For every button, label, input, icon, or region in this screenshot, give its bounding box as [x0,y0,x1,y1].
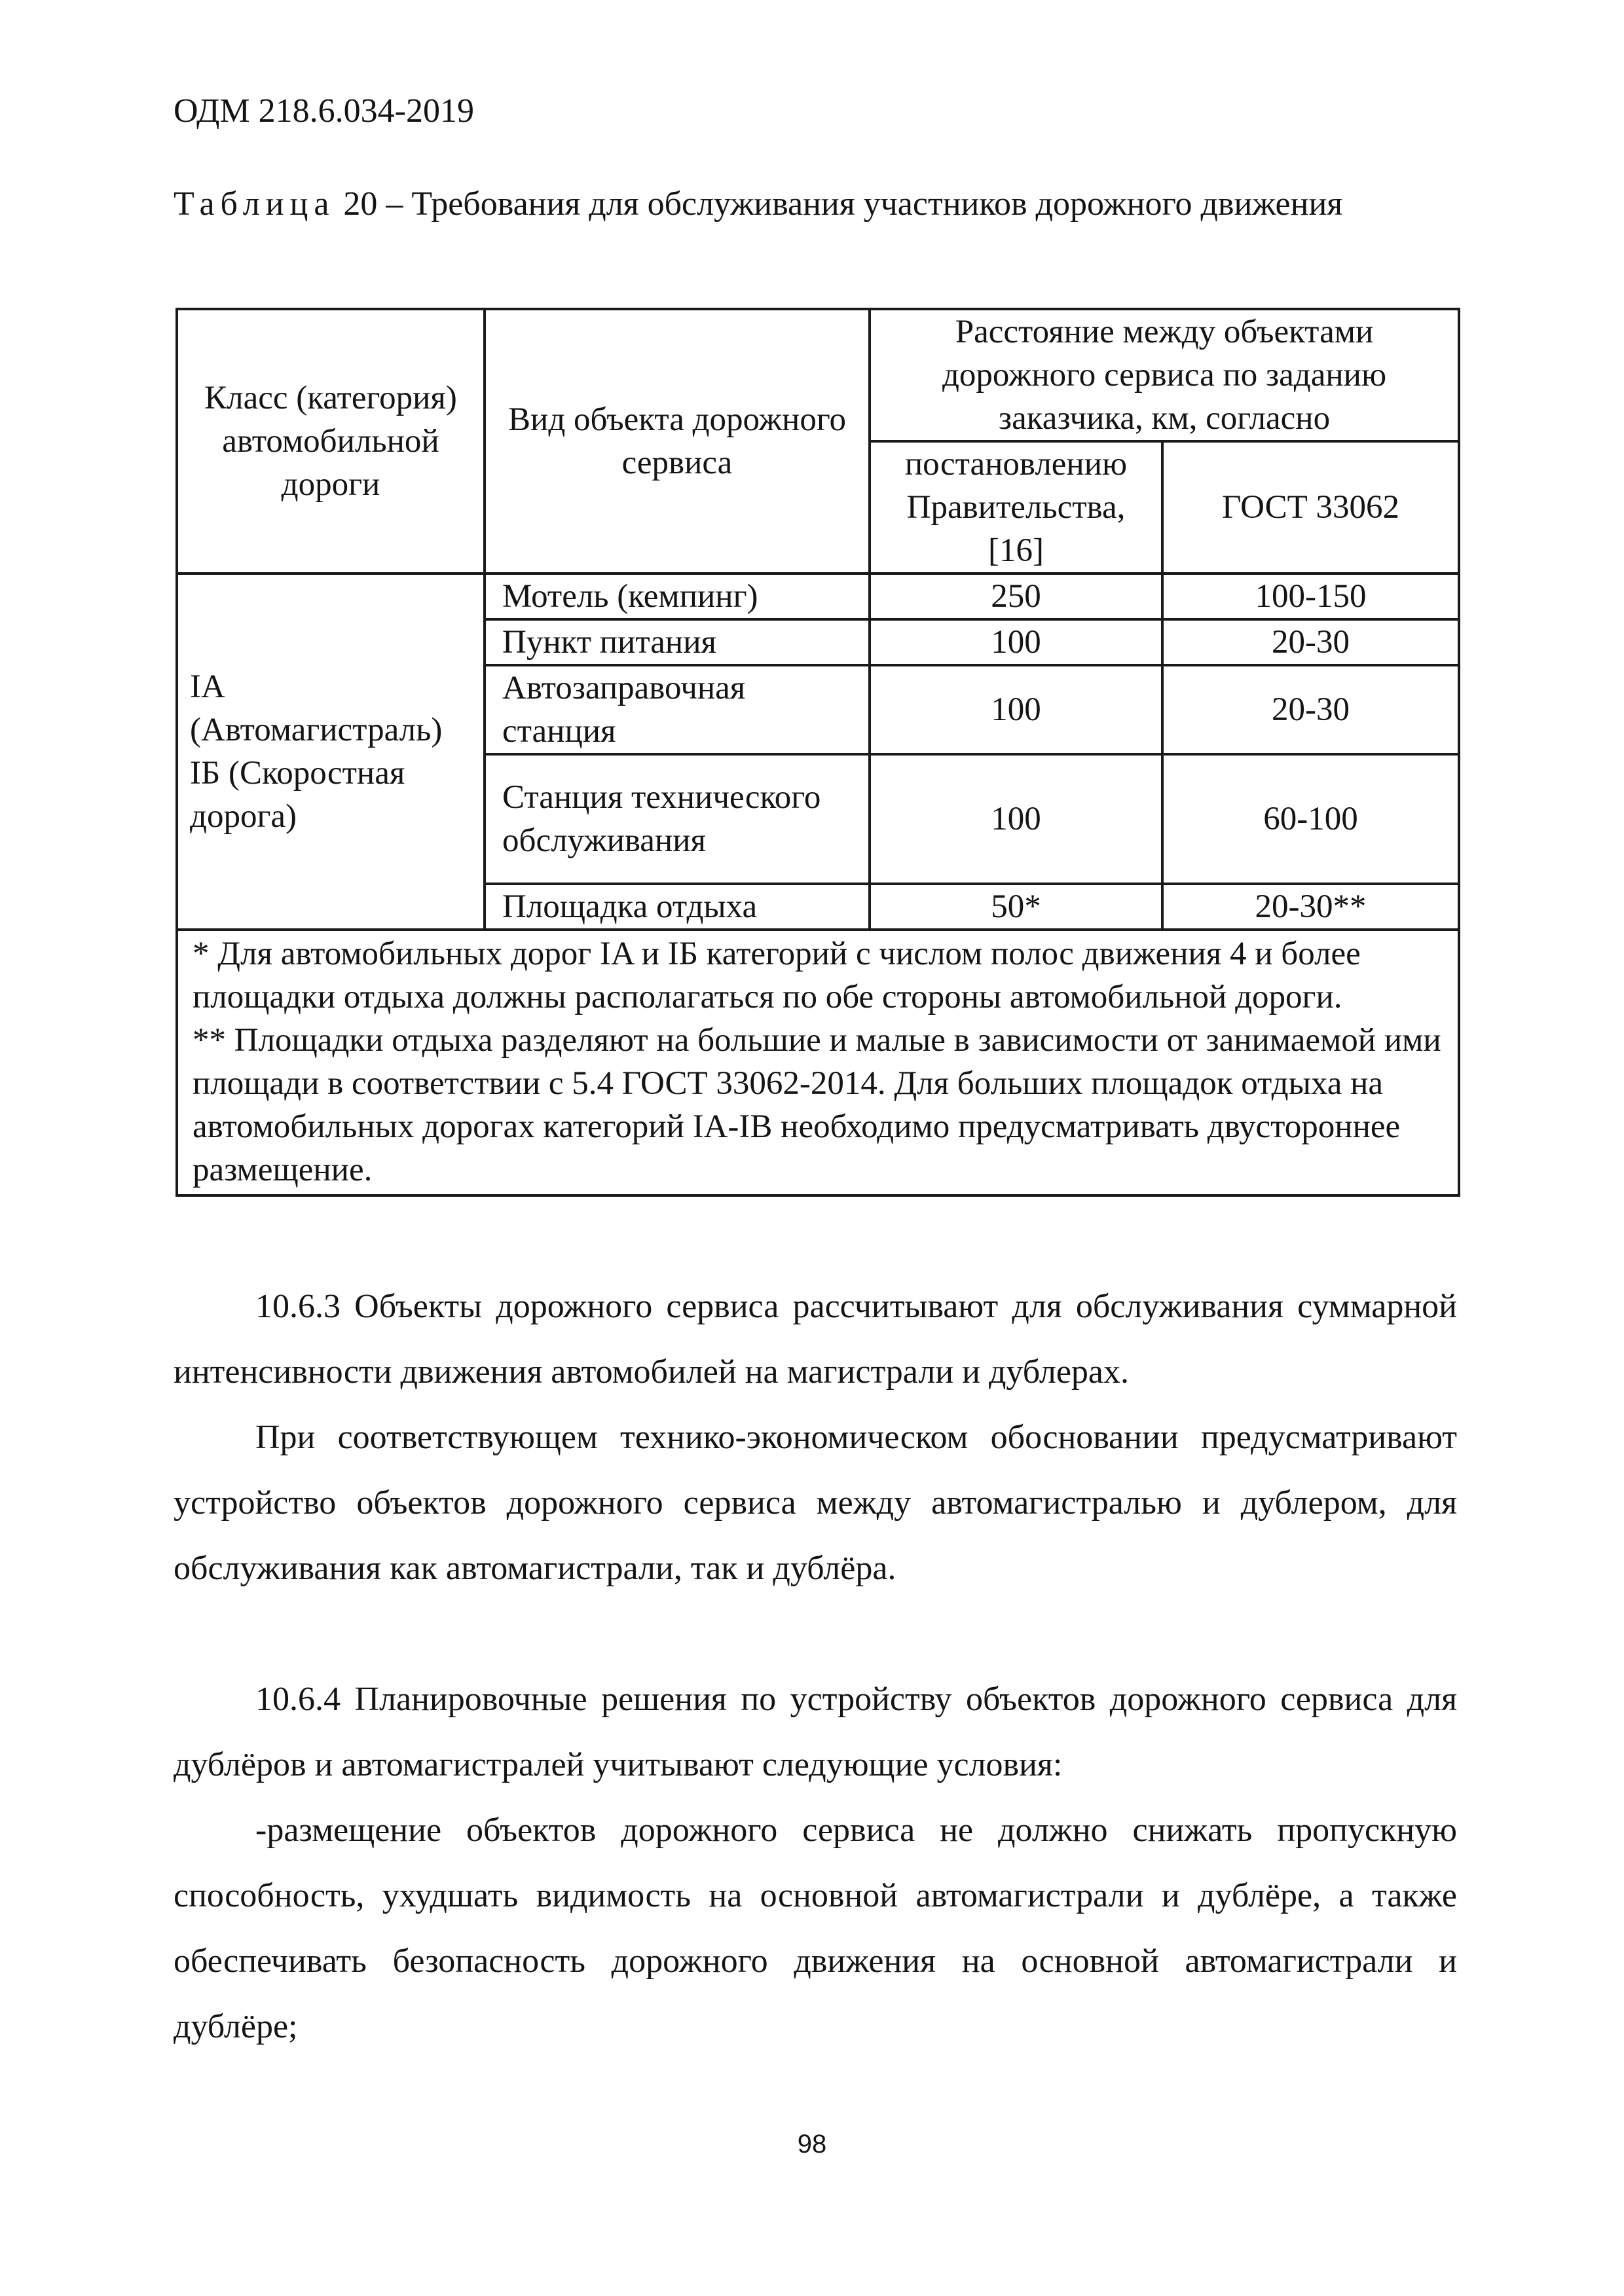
paragraph-placement-condition: -размещение объектов дорожного сервиса не должно снижать пропускную способность, ухудшать видимость на основной автомагистрали и дублёре, а также обеспечивать безопасность дорожного движения на основной автомагистрали и дублёре; [174,1812,1457,2045]
table-note: * Для автомобильных дорог IA и IБ категорий с числом полос движения 4 и более площадки отдыха должны располагаться по обе стороны автомобильной дороги. [193,936,1361,1015]
gov-distance-cell: 250 [870,574,1162,619]
gov-distance-cell: 100 [870,754,1162,884]
header-object-type: Вид объекта дорожного сервиса [485,309,870,574]
road-class-cell: IA (Автомагистраль) IБ (Скоростная дорога) [177,574,485,930]
header-road-class: Класс (категория) автомобильной дороги [177,309,485,574]
service-requirements-table [175,308,1460,1197]
paragraph-justification: При соответствующем технико-экономическом обосновании предусматривают устройство объектов дорожного сервиса между автомагистралью и дублером, для обслуживания как автомагистрали, так и дублёра. [174,1419,1457,1587]
table-row [177,574,1459,619]
header-gost: ГОСТ 33062 [1162,441,1459,574]
gov-distance-cell: 50* [870,884,1162,930]
gost-distance-cell: 20-30 [1162,619,1459,665]
gov-distance-cell: 100 [870,665,1162,754]
table-caption-text: 20 – Требования для обслуживания участников дорожного движения [343,185,1343,223]
gost-distance-cell: 100-150 [1162,574,1459,619]
paragraph-10-6-3: 10.6.3 Объекты дорожного сервиса рассчитывают для обслуживания суммарной интенсивности движения автомобилей на магистрали и дублерах. [174,1288,1457,1391]
object-type-cell: Автозаправочная станция [485,665,870,754]
table-notes-row [177,930,1459,1195]
table-caption [174,172,1457,237]
paragraph-10-6-4: 10.6.4 Планировочные решения по устройству объектов дорожного сервиса для дублёров и автомагистралей учитывают следующие условия: [174,1681,1457,1783]
table-note: ** Площадки отдыха разделяют на большие и малые в зависимости от занимаемой ими площади в соответствии с 5.4 ГОСТ 33062-2014. Для больших площадок отдыха на автомобильных дорогах категорий IA-IB необходимо предусматривать двустороннее размещение. [193,1022,1441,1188]
gost-distance-cell: 20-30 [1162,665,1459,754]
object-type-cell: Мотель (кемпинг) [485,574,870,619]
gost-distance-cell: 60-100 [1162,754,1459,884]
document-code: ОДМ 218.6.034-2019 [174,92,474,130]
object-type-cell: Станция технического обслуживания [485,754,870,884]
page-number: 98 [797,2130,827,2159]
header-government-decree: постановлению Правительства, [16] [870,441,1162,574]
gov-distance-cell: 100 [870,619,1162,665]
object-type-cell: Площадка отдыха [485,884,870,930]
table-notes [177,930,1459,1195]
gost-distance-cell: 20-30** [1162,884,1459,930]
object-type-cell: Пункт питания [485,619,870,665]
table-caption-label: Таблица [174,185,335,223]
header-distance: Расстояние между объектами дорожного сервиса по заданию заказчика, км, согласно [870,309,1459,441]
